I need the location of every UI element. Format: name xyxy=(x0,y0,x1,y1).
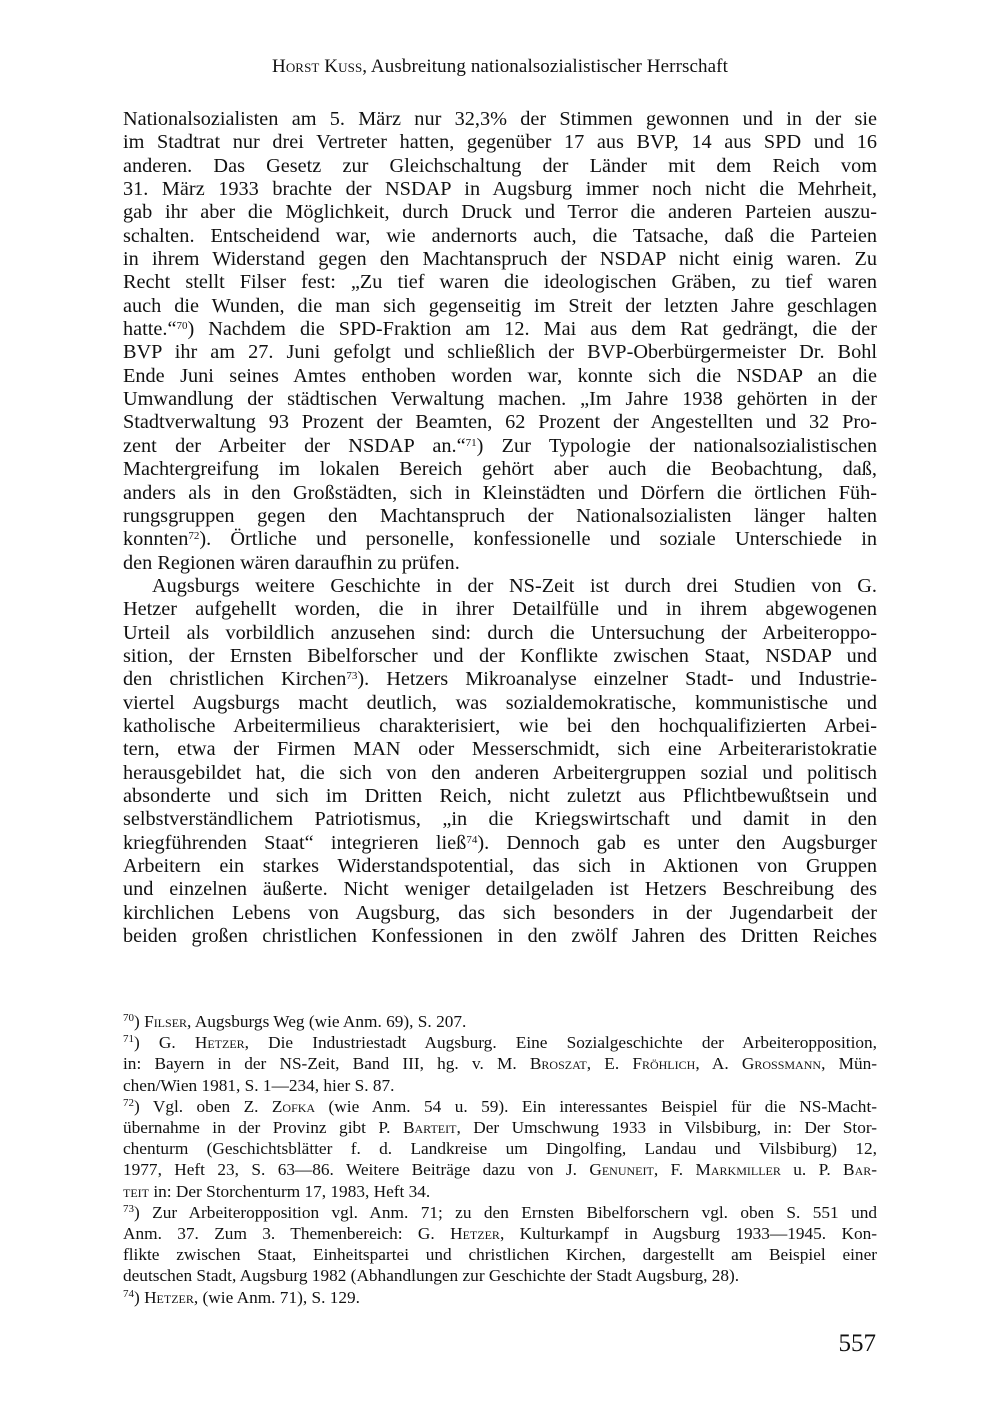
name-small-caps: Hetzer xyxy=(450,1224,500,1244)
footnote-ref: 73 xyxy=(346,670,358,683)
text-line: sition, der Ernsten Bibelforscher und der Konflikte zwischen Staat, NSDAP und xyxy=(123,644,877,667)
text-line: Urteil als vorbildlich anzusehen sind: durch die Untersuchung der Arbeiteroppo- xyxy=(123,621,877,644)
footnote-line: Anm. 37. Zum 3. Themenbereich: G. Hetzer, Kulturkampf in Augsburg 1933—1945. Kon- xyxy=(123,1224,877,1244)
text-line: Nationalsozialisten am 5. März nur 32,3% der Stimmen gewonnen und in der sie xyxy=(123,108,877,130)
footnote-line: $^{74}$) Hetzer, (wie Anm. 71), S. 129. xyxy=(123,1287,360,1307)
footnote-line: chen/Wien 1981, S. 1—234, hier S. 87. xyxy=(123,1075,395,1095)
page-number: 557 xyxy=(838,1330,876,1357)
text-line: Stadtverwaltung 93 Prozent der Beamten, 62 Prozent der Angestellten und 32 Pro- xyxy=(123,411,877,434)
text-line: absonderte und sich im Dritten Reich, nicht zuletzt aus Pflichtbewußtsein und xyxy=(123,784,877,807)
text-line: im Stadtrat nur drei Vertreter hatten, gegenüber 17 aus BVP, 14 aus SPD und 16 xyxy=(123,131,877,154)
text-line: Hetzer aufgehellt worden, die in ihrer Detailfülle und in ihrem abgewogenen xyxy=(123,598,877,621)
name-small-caps: Filser xyxy=(144,1012,188,1031)
text-line: Umwandlung der städtischen Verwaltung machen. „Im Jahre 1938 gehörten in der xyxy=(123,388,877,411)
text-line: konnten$^{72}$). Örtliche und personelle, konfessionelle und soziale Unterschiede in xyxy=(123,528,877,551)
running-header xyxy=(0,56,1000,78)
text-line: kirchlichen Lebens von Augsburg, das sich besonders in der Jugendarbeit der xyxy=(123,901,877,924)
name-small-caps: Hetzer xyxy=(144,1287,194,1307)
footnote-ref: 71 xyxy=(465,436,477,449)
text-line: anderen. Das Gesetz zur Gleichschaltung der Länder mit dem Reich vom xyxy=(123,154,877,177)
text-line: Ende Juni seines Amtes enthoben worden war, konnte sich die NSDAP an die xyxy=(123,364,877,387)
name-small-caps: Genuneit xyxy=(589,1160,654,1180)
footnotes xyxy=(123,1011,877,1308)
footnote-line: $^{72}$) Vgl. oben Z. Zofka (wie Anm. 54 u. 59). Ein interessantes Beispiel für die NS-Macht- xyxy=(123,1096,878,1116)
name-small-caps: Markmiller xyxy=(695,1160,781,1180)
name-small-caps: Zofka xyxy=(271,1096,316,1116)
footnote-line: chenturm (Geschichtsblätter f. d. Landkreise um Dingolfing, Landau und Vilsbiburg) 12, xyxy=(123,1139,877,1159)
text-line: den Regionen wären daraufhin zu prüfen. xyxy=(123,551,460,574)
text-line: in ihrem Widerstand gegen den Machtanspruch der NSDAP nicht einig waren. Zu xyxy=(123,248,877,271)
footnote-line: $^{70}$) Filser, Augsburgs Weg (wie Anm. 69), S. 207. xyxy=(123,1012,467,1031)
text-line: viertel Augsburgs macht deutlich, was sozialdemokratische, kommunistische und xyxy=(123,691,877,714)
text-line: katholische Arbeitermilieus charakterisiert, wie bei den hochqualifizierten Arbei- xyxy=(123,714,877,737)
footnote-ref: 72 xyxy=(123,1096,134,1109)
text-line: Arbeitern ein starkes Widerstandspotential, das sich in Aktionen von Gruppen xyxy=(123,855,877,877)
footnote-line: übernahme in der Provinz gibt P. Barteit, Der Umschwung 1933 in Vilsbiburg, in: Der Stor- xyxy=(123,1118,878,1138)
footnote-line: deutschen Stadt, Augsburg 1982 (Abhandlungen zur Geschichte der Stadt Augsburg, 28). xyxy=(123,1266,740,1286)
paragraph-1 xyxy=(123,108,877,575)
name-small-caps: Barteit xyxy=(402,1118,457,1138)
main-text xyxy=(123,108,877,948)
header-author: Horst Kuss xyxy=(272,56,363,77)
footnote-line: $^{73}$) Zur Arbeiteropposition vgl. Anm. 71; zu den Ernsten Bibelforschern vgl. oben S. 551 und xyxy=(123,1202,877,1222)
text-line: den christlichen Kirchen$^{73}$). Hetzers Mikroanalyse einzelner Stadt- und Industrie- xyxy=(123,668,877,691)
name-small-caps: Bar- xyxy=(843,1160,877,1180)
text-line: Recht stellt Filser fest: „Zu tief waren die ideologischen Gräben, zu tief waren xyxy=(123,271,877,294)
text-line: rungsgruppen gegen den Machtanspruch der Nationalsozialisten länger halten xyxy=(123,504,877,527)
header-title: , Ausbreitung nationalsozialistischer Herrschaft xyxy=(362,56,728,77)
text-line: anders als in den Großstädten, sich in Kleinstädten und Dörfern die örtlichen Füh- xyxy=(123,481,877,504)
text-line: herausgebildet hat, die sich von den anderen Arbeitergruppen sozial und politisch xyxy=(123,761,877,784)
text-line: kriegführenden Staat“ integrieren ließ$^{74}$). Dennoch gab es unter den Augsburger xyxy=(123,831,878,854)
footnote-line: 1977, Heft 23, S. 63—86. Weitere Beiträge dazu von J. Genuneit, F. Markmiller u. P. Bar- xyxy=(123,1160,877,1180)
text-line: Machtergreifung im lokalen Bereich gehört aber auch die Beobachtung, daß, xyxy=(123,458,877,481)
footnote-ref: 74 xyxy=(123,1287,134,1300)
text-line: und einzelnen äußerte. Nicht weniger detailgeladen ist Hetzers Beschreibung des xyxy=(123,878,877,901)
text-line: schalten. Entscheidend war, wie andernorts auch, die Tatsache, daß die Parteien xyxy=(123,224,877,247)
footnote-ref: 74 xyxy=(466,833,478,846)
name-small-caps: Broszat xyxy=(529,1054,587,1074)
footnote-line: in: Bayern in der NS-Zeit, Band III, hg. v. M. Broszat, E. Fröhlich, A. Grossmann, Mün- xyxy=(123,1054,877,1074)
footnote-line: flikte zwischen Staat, Einheitspartei und christlichen Kirchen, dargestellt am Beispiel einer xyxy=(123,1245,877,1265)
text-line: zent der Arbeiter der NSDAP an.“$^{71}$) Zur Typologie der nationalsozialistischen xyxy=(123,434,877,457)
text-line: auch die Wunden, die man sich gegenseitig im Streit der letzten Jahre geschlagen xyxy=(123,294,877,317)
footnote-ref: 73 xyxy=(123,1202,134,1215)
paragraph-2 xyxy=(123,575,877,949)
footnote-ref: 70 xyxy=(176,320,188,333)
footnote-line: $^{71}$) G. Hetzer, Die Industriestadt Augsburg. Eine Sozialgeschichte der Arbeiteropposition, xyxy=(123,1033,877,1053)
footnote-ref: 70 xyxy=(123,1012,134,1024)
text-line: 31. März 1933 brachte der NSDAP in Augsburg immer noch nicht die Mehrheit, xyxy=(123,178,877,201)
text-line: hatte.“$^{70}$) Nachdem die SPD-Fraktion am 12. Mai aus dem Rat gedrängt, die der xyxy=(123,318,877,341)
name-small-caps: Fröhlich xyxy=(632,1054,696,1074)
text-line: BVP ihr am 27. Juni gefolgt und schließlich der BVP-Oberbürgermeister Dr. Bohl xyxy=(123,341,877,364)
footnote-ref: 71 xyxy=(123,1033,134,1046)
text-line: beiden großen christlichen Konfessionen in den zwölf Jahren des Dritten Reiches xyxy=(123,925,877,948)
text-line: Augsburgs weitere Geschichte in der NS-Zeit ist durch drei Studien von G. xyxy=(152,574,877,597)
name-small-caps: Grossmann xyxy=(741,1054,822,1074)
name-small-caps: teit xyxy=(123,1181,149,1201)
text-line: tern, etwa der Firmen MAN oder Messerschmidt, sich eine Arbeiteraristokratie xyxy=(123,738,877,761)
name-small-caps: Hetzer xyxy=(194,1033,245,1053)
footnote-ref: 72 xyxy=(188,530,200,543)
text-line: gab ihr aber die Möglichkeit, durch Druck und Terror die anderen Parteien auszu- xyxy=(123,201,877,224)
footnote-line: teit in: Der Storchenturm 17, 1983, Heft 34. xyxy=(123,1181,431,1201)
text-line: selbstverständlichem Patriotismus, „in die Kriegswirtschaft und damit in den xyxy=(123,808,877,831)
